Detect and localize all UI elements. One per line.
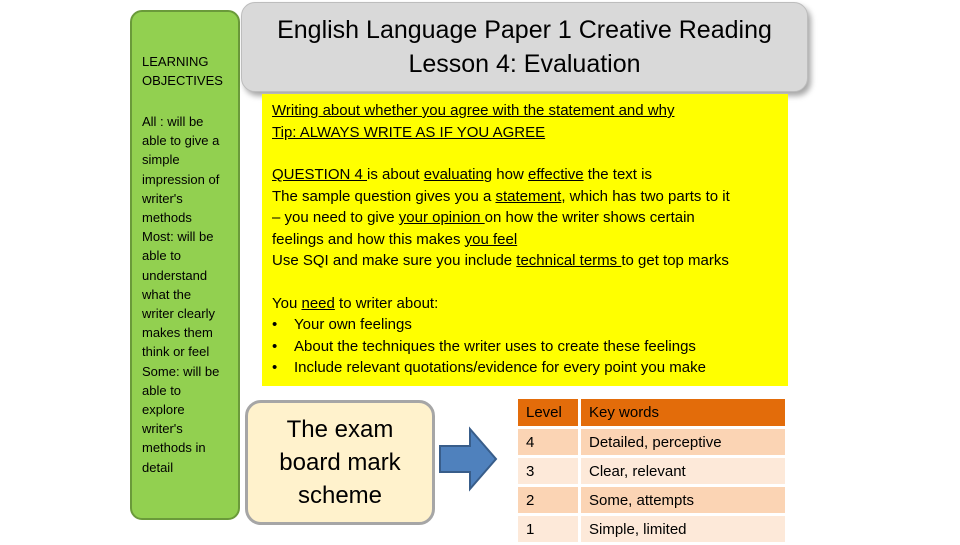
intro-line: Writing about whether you agree with the statement and why <box>272 102 675 119</box>
objective-line: able to <box>142 382 182 398</box>
text-run: the text is <box>583 166 652 183</box>
objective-line: methods <box>142 210 192 226</box>
text-run: The sample question gives you a <box>272 187 496 205</box>
mark-scheme-line: The exam <box>286 416 394 443</box>
objective-line: what the <box>142 286 192 302</box>
objective-line: detail <box>142 459 174 475</box>
question-number: QUESTION 4 <box>272 166 368 183</box>
keyword-effective: effective <box>528 166 584 183</box>
bullet-text: Include relevant quotations/evidence for every point you make <box>294 359 706 376</box>
keyword-technical-terms: technical terms <box>516 252 622 269</box>
keyword-you-feel: you feel <box>464 230 518 248</box>
objective-line: explore <box>142 402 185 418</box>
text-run: to writer about: <box>334 294 439 312</box>
learning-objectives-box <box>130 10 240 520</box>
keyword-statement: statement <box>495 187 562 205</box>
table-header-row <box>518 399 785 429</box>
objective-line: Most: will be <box>142 229 214 245</box>
objective-line: makes them <box>142 325 213 341</box>
list-item <box>272 357 780 379</box>
keyword-need: need <box>301 294 335 312</box>
bullet-text: Your own feelings <box>294 316 412 333</box>
objective-line: methods in <box>142 440 206 456</box>
text-run: feelings and how this makes <box>272 230 465 248</box>
bullet-icon: • <box>272 337 278 355</box>
objective-line: able to give a <box>142 133 220 149</box>
mark-scheme-line: board mark <box>279 449 401 476</box>
list-item <box>272 314 780 336</box>
opinion-line <box>272 207 780 229</box>
objective-line: Some: will be <box>142 363 220 379</box>
need-line <box>272 293 780 315</box>
feelings-line <box>272 229 780 251</box>
bullet-text: About the techniques the writer uses to create these feelings <box>294 337 696 355</box>
objectives-body <box>142 112 232 477</box>
title-line-2: Lesson 4: Evaluation <box>408 50 641 78</box>
level-cell: 2 <box>518 487 581 516</box>
objective-line: able to <box>142 248 182 264</box>
text-run: , which has two parts to it <box>561 187 730 205</box>
key-words-cell: Some, attempts <box>581 487 785 516</box>
mark-scheme-box <box>245 400 435 525</box>
bullet-list <box>272 314 780 379</box>
objective-line: writer's <box>142 421 183 437</box>
column-header-key-words: Key words <box>581 399 785 429</box>
table-row <box>518 429 785 458</box>
table-row <box>518 516 785 545</box>
text-run: on how the writer shows certain <box>484 209 695 226</box>
slide-title <box>241 2 808 92</box>
bullet-icon: • <box>272 316 278 333</box>
objectives-heading-line: LEARNING <box>142 54 209 69</box>
title-line-1: English Language Paper 1 Creative Reading <box>277 16 772 44</box>
key-words-cell: Detailed, perceptive <box>581 429 785 458</box>
objective-line: All : will be <box>142 114 204 129</box>
level-cell: 1 <box>518 516 581 545</box>
key-words-cell: Clear, relevant <box>581 458 785 487</box>
bullet-icon: • <box>272 359 278 376</box>
technical-terms-line <box>272 250 780 272</box>
list-item <box>272 336 780 358</box>
text-run: how <box>492 166 528 183</box>
right-arrow-icon <box>438 426 498 492</box>
objective-line: writer clearly <box>142 306 215 322</box>
keyword-opinion: your opinion <box>398 209 485 226</box>
level-cell: 4 <box>518 429 581 458</box>
objective-line: writer's <box>142 190 183 206</box>
objective-line: impression of <box>142 171 220 187</box>
column-header-level: Level <box>518 399 581 429</box>
key-words-cell: Simple, limited <box>581 516 785 545</box>
text-run: You <box>272 294 302 312</box>
text-run: is about <box>367 166 424 183</box>
question-line <box>272 164 780 186</box>
text-run: to get top marks <box>621 252 729 269</box>
keyword-evaluating: evaluating <box>423 166 493 183</box>
level-cell: 3 <box>518 458 581 487</box>
levels-table <box>518 399 785 545</box>
objectives-heading-line: OBJECTIVES <box>142 73 223 88</box>
mark-scheme-line: scheme <box>297 482 383 509</box>
text-run: – you need to give <box>272 209 399 226</box>
objective-line: understand <box>142 267 208 283</box>
table-row <box>518 487 785 516</box>
table-row <box>518 458 785 487</box>
objective-line: simple <box>142 152 180 168</box>
tip-line: Tip: ALWAYS WRITE AS IF YOU AGREE <box>272 123 546 141</box>
objective-line: think or feel <box>142 344 210 360</box>
text-run: Use SQI and make sure you include <box>272 252 517 269</box>
instructions-panel <box>262 94 788 386</box>
objectives-heading <box>142 52 232 90</box>
statement-line <box>272 186 780 208</box>
